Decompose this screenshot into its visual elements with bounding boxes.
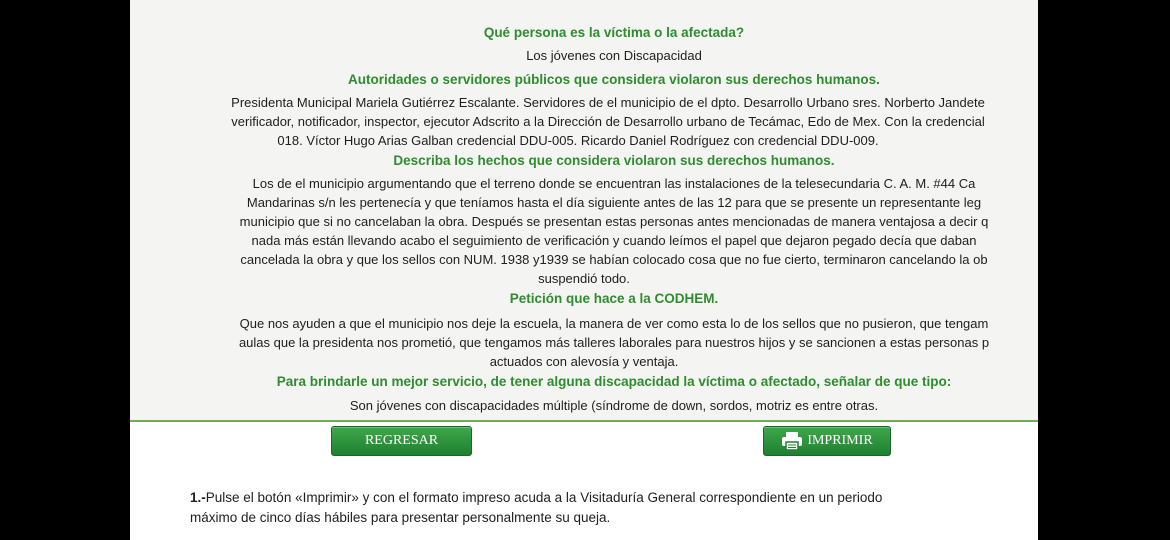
- complaint-page: [130, 0, 1038, 540]
- back-button-label: REGRESAR: [364, 433, 439, 448]
- answer-line: 018. Víctor Hugo Arias Galban credencial DDU-005. Ricardo Daniel Rodríguez con credencial DDU-009.: [277, 133, 879, 148]
- question-facts: Describa los hechos que considera violaron sus derechos humanos.: [393, 153, 835, 168]
- instructions: [190, 488, 1020, 528]
- printer-icon: [781, 431, 803, 451]
- answer-line: Los de el municipio argumentando que el terreno donde se encuentran las instalaciones de la telesecundaria C. A. M. #44 Ca: [252, 176, 976, 191]
- answer-authorities: [130, 93, 1038, 150]
- answer-line: cancelada la obra y que los sellos con NUM. 1938 y1939 se habían colocado cosa que no fue cierto, terminaron cancelando la ob: [240, 252, 988, 267]
- question-authorities: Autoridades o servidores públicos que considera violaron sus derechos humanos.: [348, 72, 880, 87]
- answer-line: actuados con alevosía y ventaja.: [489, 354, 679, 369]
- print-button[interactable]: [763, 426, 891, 456]
- instruction-line: Pulse el botón «Imprimir» y con el formato impreso acuda a la Visitaduría General correspondiente en un periodo: [205, 490, 883, 505]
- print-button-label: IMPRIMIR: [807, 433, 873, 448]
- answer-line: municipio que si no cancelaban la obra. Después se presentan estas personas antes mencionadas de manera ventajosa a decir q: [239, 214, 989, 229]
- instruction-line: máximo de cinco días hábiles para presentar personalmente su queja.: [190, 510, 611, 525]
- answer-disability: Son jóvenes con discapacidades múltiple (síndrome de down, sordos, motriz es entre otras.: [349, 398, 879, 413]
- question-victim: Qué persona es la víctima o la afectada?: [483, 25, 745, 40]
- answer-facts: [130, 174, 1038, 288]
- answer-line: aulas que la presidenta nos prometió, que tengamos más talleres laborales para nuestros hijos y se sancionen a estas personas p: [238, 335, 990, 350]
- answer-line: Que nos ayuden a que el municipio nos deje la escuela, la manera de ver como esta lo de los sellos que no pusieron, que tengam: [239, 316, 989, 331]
- answer-line: suspendió todo.: [538, 271, 630, 286]
- answer-petition: [130, 314, 1038, 371]
- answer-line: verificador, notificador, inspector, ejecutor Adscrito a la Dirección de Desarrollo urbano de Tecámac, Edo de Mex. Con la credencial: [231, 114, 985, 129]
- answer-victim: Los jóvenes con Discapacidad: [526, 48, 702, 63]
- answer-line: Presidenta Municipal Mariela Gutiérrez Escalante. Servidores de el municipio de el dpto. Desarrollo Urbano sres. Norberto Jandete: [231, 95, 985, 110]
- back-button[interactable]: [331, 426, 472, 456]
- question-disability: Para brindarle un mejor servicio, de tener alguna discapacidad la víctima o afectado, señalar de que tipo:: [276, 374, 952, 389]
- instruction-number: 1.-: [190, 490, 206, 505]
- question-petition: Petición que hace a la CODHEM.: [509, 291, 719, 306]
- answer-line: Mandarinas s/n les pertenecía y que teníamos hasta el día siguiente antes de las 12 para que se presente un representante leg: [246, 195, 982, 210]
- answer-line: nada más están llevando acabo el seguimiento de verificación y cuando leímos el papel que dejaron pegado decía que daban: [251, 233, 977, 248]
- complaint-summary: [130, 0, 1038, 422]
